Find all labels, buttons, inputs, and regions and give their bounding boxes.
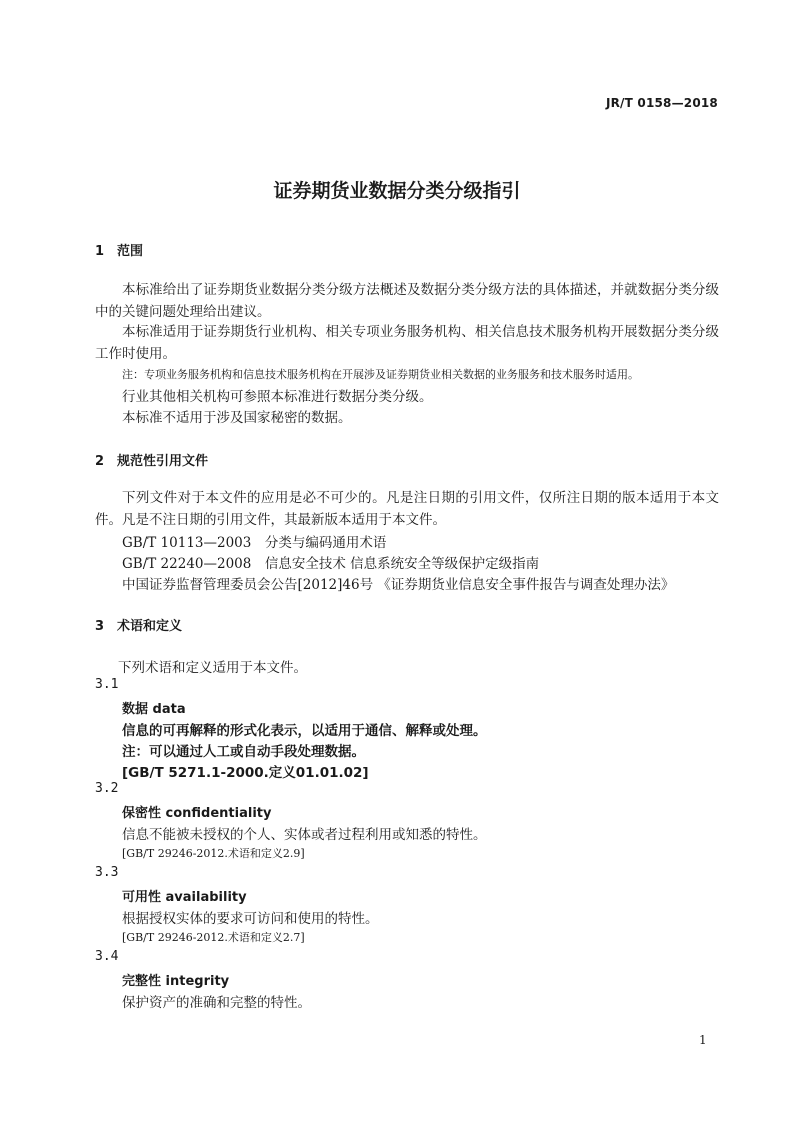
section-1-heading [95,240,143,259]
term-source: [GB/T 29246-2012.术语和定义2.9] [122,847,305,860]
term-note: 注：可以通过人工或自动手段处理数据。 [122,744,365,760]
section-number: 3 [95,619,105,634]
term-name: 完整性 integrity [122,974,230,989]
term-name: 可用性 availability [122,890,247,905]
section-1-paragraph-1: 本标准给出了证券期货业数据分类分级方法概述及数据分类分级方法的具体描述，并就数据分类分级中的关键问题处理给出建议。 [95,282,719,320]
section-2-paragraph-1: 下列文件对于本文件的应用是必不可少的。凡是注日期的引用文件，仅所注日期的版本适用于本文件。凡是不注日期的引用文件，其最新版本适用于本文件。 [95,490,719,528]
section-number: 2 [95,454,105,469]
term-number: 3.2 [95,781,119,796]
standard-number: JR/T 0158—2018 [605,96,718,110]
reference-item: GB/T 22240—2008 信息安全技术 信息系统安全等级保护定级指南 [122,556,540,572]
reference-item: GB/T 10113—2003 分类与编码通用术语 [122,535,387,551]
section-number: 1 [95,244,105,259]
section-title: 术语和定义 [117,619,183,634]
term-source: [GB/T 29246-2012.术语和定义2.7] [122,931,305,944]
term-name: 数据 data [122,702,186,717]
reference-item: 中国证券监督管理委员会公告[2012]46号 《证券期货业信息安全事件报告与调查处理办法》 [122,577,675,593]
section-1-paragraph-2: 本标准适用于证券期货行业机构、相关专项业务服务机构、相关信息技术服务机构开展数据分类分级工作时使用。 [95,324,719,362]
term-number: 3.4 [95,949,119,964]
section-title: 范围 [117,244,144,259]
term-definition: 根据授权实体的要求可访问和使用的特性。 [122,911,379,927]
document-title: 证券期货业数据分类分级指引 [273,180,521,202]
term-name-text: 保密性 confidentiality [122,806,272,821]
section-1-note: 注：专项业务服务机构和信息技术服务机构在开展涉及证券期货业相关数据的业务服务和技术服务时适用。 [122,368,639,381]
section-1-paragraph-3: 行业其他相关机构可参照本标准进行数据分类分级。 [122,389,433,405]
term-definition: 信息不能被未授权的个人、实体或者过程利用或知悉的特性。 [122,827,487,843]
section-3-intro: 下列术语和定义适用于本文件。 [118,660,307,676]
term-source: [GB/T 5271.1-2000.定义01.01.02] [122,765,369,781]
term-number: 3.3 [95,865,119,880]
section-2-heading [95,450,208,469]
term-number: 3.1 [95,677,119,692]
page-number: 1 [699,1033,707,1047]
section-3-heading [95,615,182,634]
section-title: 规范性引用文件 [117,454,209,469]
section-1-paragraph-4: 本标准不适用于涉及国家秘密的数据。 [122,410,352,426]
term-definition: 保护资产的准确和完整的特性。 [122,995,311,1011]
term-definition: 信息的可再解释的形式化表示，以适用于通信、解释或处理。 [122,723,487,739]
term-name [122,802,271,821]
